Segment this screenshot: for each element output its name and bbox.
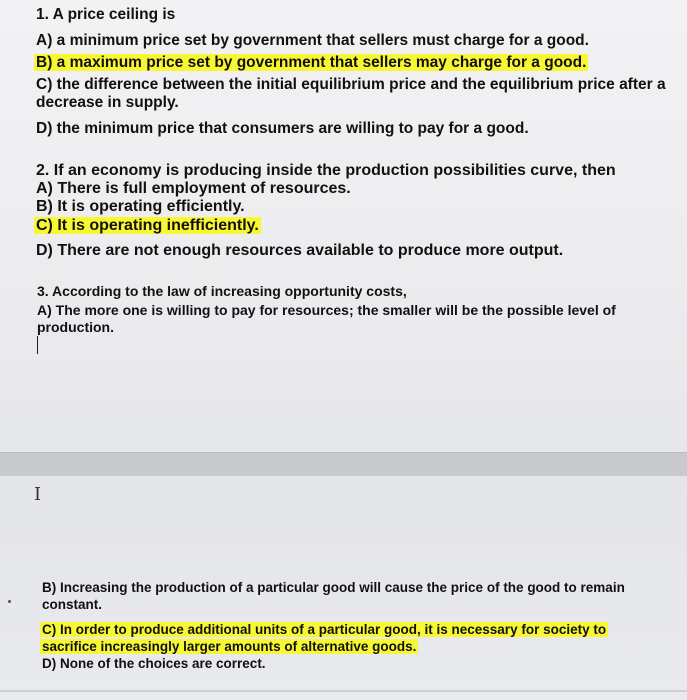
q1-question: 1. A price ceiling is: [36, 6, 176, 23]
text-cursor: [37, 336, 38, 354]
q1-option-b-highlight: B) a maximum price set by government that sellers may charge for a good.: [36, 54, 587, 71]
q3-option-b-line1: B) Increasing the production of a particular good will cause the price of the good to remain: [42, 580, 625, 595]
q3-option-c-line2-highlight: sacrifice increasingly larger amounts of alternative goods.: [42, 639, 417, 654]
page-gap: [0, 452, 687, 477]
q2-option-c-highlight: C) It is operating inefficiently.: [36, 217, 259, 234]
q3-question: 3. According to the law of increasing opportunity costs,: [37, 283, 407, 299]
q3-option-c-line1-highlight: C) In order to produce additional units of a particular good, it is necessary for society to: [42, 622, 607, 637]
q3-option-c-line1: [42, 622, 608, 637]
q3-option-a-line1: A) The more one is willing to pay for resources; the smaller will be the possible level of: [37, 302, 616, 318]
q3-option-d: D) None of the choices are correct.: [42, 656, 266, 671]
q3-option-a-line2: production.: [37, 319, 114, 335]
ibeam-cursor-icon: I: [34, 484, 42, 505]
q3-option-c-line2: [42, 639, 418, 654]
q2-option-a: A) There is full employment of resources.: [36, 180, 351, 197]
q2-question: 2. If an economy is producing inside the production possibilities curve, then: [36, 162, 616, 179]
q2-option-c: [36, 217, 261, 235]
q2-option-d: D) There are not enough resources available to produce more output.: [36, 242, 564, 259]
page-bottom-edge: [0, 690, 687, 692]
q1-option-b: [36, 54, 588, 72]
q2-option-b: B) It is operating efficiently.: [36, 198, 245, 215]
q1-option-c-line1: C) the difference between the initial equilibrium price and the equilibrium price after a: [36, 76, 666, 93]
margin-dot: [8, 600, 11, 603]
q3-option-b-line2: constant.: [42, 597, 103, 612]
q1-option-c-line2: decrease in supply.: [36, 94, 179, 111]
q1-option-a: A) a minimum price set by government that sellers must charge for a good.: [36, 32, 589, 49]
q1-option-d: D) the minimum price that consumers are willing to pay for a good.: [36, 120, 529, 137]
